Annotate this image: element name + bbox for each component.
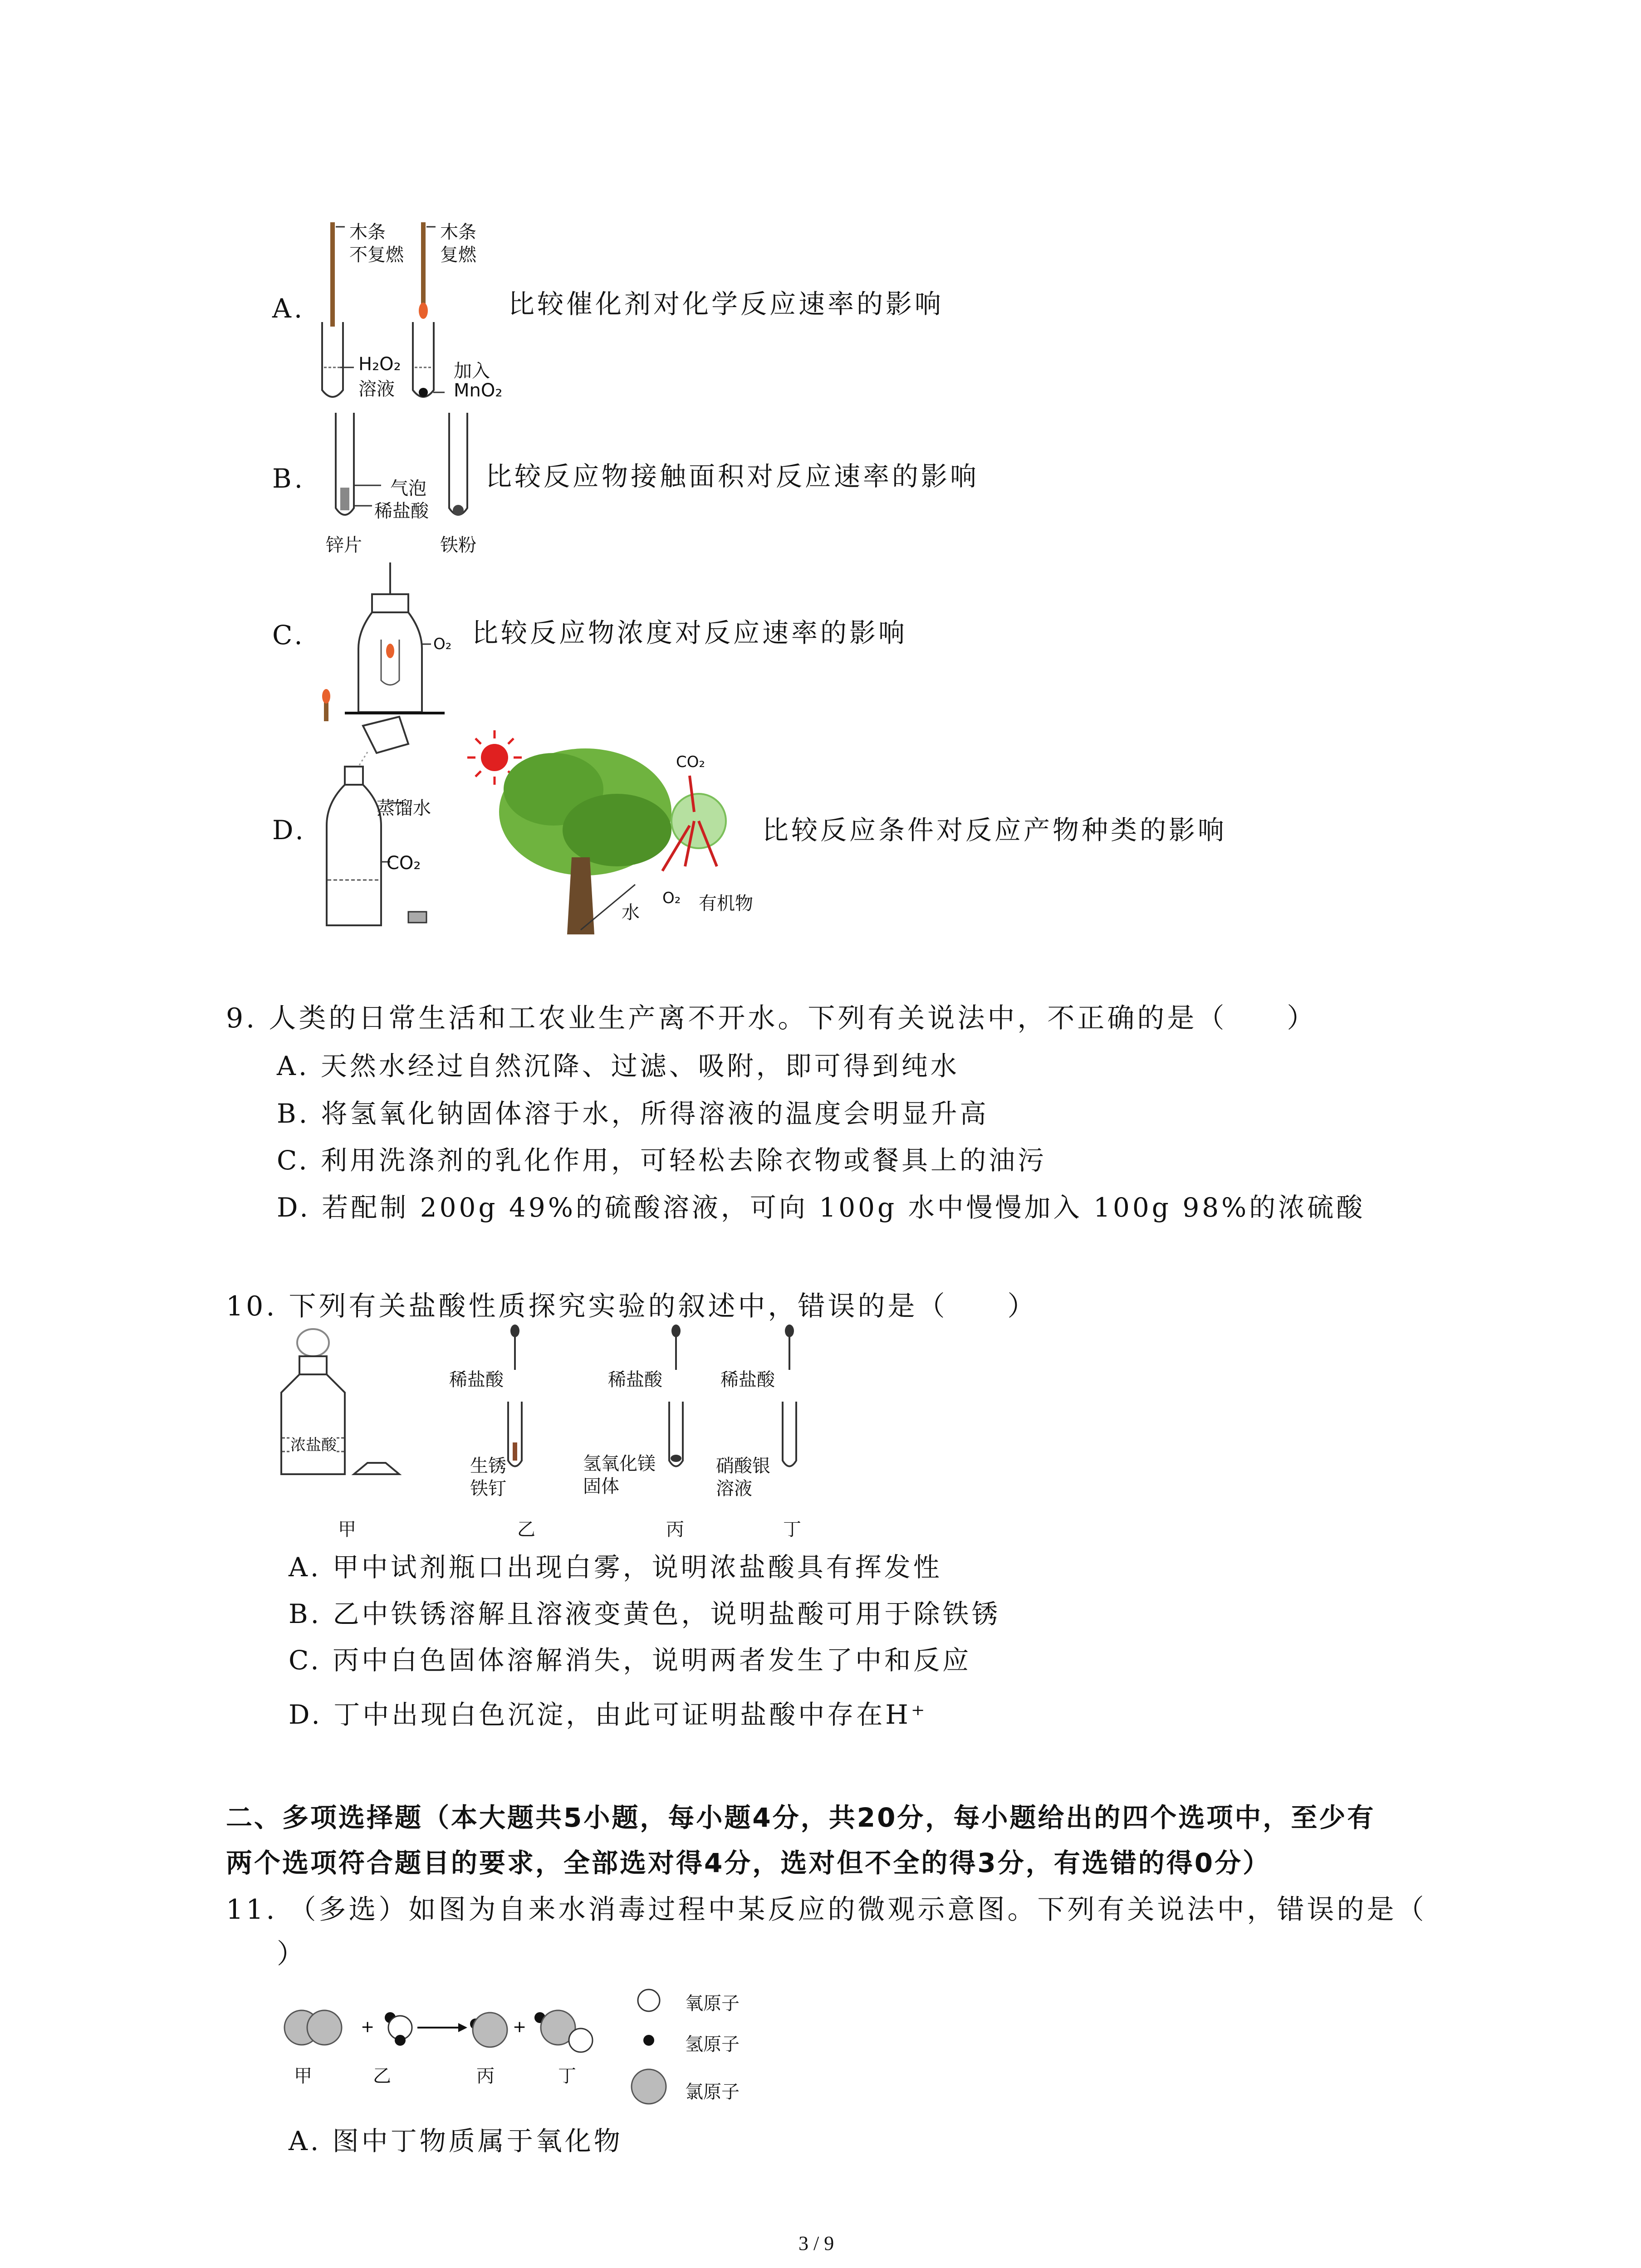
q10-tube2-line2: 固体: [583, 1476, 619, 1497]
page-number: 3 / 9: [798, 2232, 834, 2254]
figa-wood2-label: 木条: [440, 222, 476, 243]
q11-legend-hydrogen: 氢原子: [685, 2034, 740, 2055]
q11-stem-line1: 11. （多选）如图为自来水消毒过程中某反应的微观示意图。下列有关说法中，错误的是（: [226, 1894, 1427, 1926]
figd-co2-label: CO₂: [387, 853, 421, 874]
q8-option-a-text: 比较催化剂对化学反应速率的影响: [508, 288, 944, 319]
figd-distilled-water-label: 蒸馏水: [377, 798, 431, 819]
figa-h2o2-label: H₂O₂: [358, 354, 401, 375]
q10-option-d: D. 丁中出现白色沉淀，由此可证明盐酸中存在H⁺: [289, 1699, 928, 1730]
q10-option-b: B. 乙中铁锈溶解且溶液变黄色，说明盐酸可用于除铁锈: [289, 1598, 1001, 1629]
q10-bottle-label: 浓盐酸: [290, 1432, 337, 1455]
figd-tree-o2-label: O₂: [662, 889, 681, 907]
q9-option-a: A. 天然水经过自然沉降、过滤、吸附，即可得到纯水: [277, 1051, 960, 1081]
q11-label-bing: 丙: [476, 2066, 495, 2087]
figb-iron-label: 铁粉: [440, 535, 476, 556]
q10-dropper2-label: 稀盐酸: [608, 1369, 662, 1390]
q10-label-bing: 丙: [666, 1519, 684, 1540]
figd-tree-water-label: 水: [622, 902, 640, 923]
figa-solution-label: 溶液: [358, 379, 395, 400]
figa-wood1-label: 木条: [349, 222, 386, 243]
q8-option-c-letter: C.: [272, 620, 305, 650]
q10-tube1-line1: 生锈: [470, 1456, 506, 1476]
q10-option-c: C. 丙中白色固体溶解消失，说明两者发生了中和反应: [289, 1645, 972, 1676]
q9-option-d: D. 若配制 200g 49%的硫酸溶液，可向 100g 水中慢慢加入 100g 98%的浓硫酸: [277, 1192, 1366, 1223]
q10-label-jia: 甲: [338, 1519, 356, 1540]
q11-legend-oxygen: 氧原子: [685, 1993, 740, 2014]
q11-label-yi: 乙: [373, 2066, 391, 2087]
figb-zinc-label: 锌片: [326, 535, 362, 556]
q10-dropper3-label: 稀盐酸: [720, 1369, 775, 1390]
svg-text:+: +: [513, 2018, 527, 2036]
figure-q10-experiments: [277, 1325, 844, 1506]
q8-option-c-text: 比较反应物浓度对反应速率的影响: [472, 617, 908, 648]
figa-mno2-label: MnO₂: [454, 380, 503, 401]
figa-wood2-state: 复燃: [440, 244, 476, 265]
q9-option-c: C. 利用洗涤剂的乳化作用，可轻松去除衣物或餐具上的油污: [277, 1145, 1047, 1176]
q11-stem-line2: ）: [277, 1938, 307, 1970]
figb-bubble-label: 气泡: [390, 478, 426, 499]
q11-label-ding: 丁: [558, 2066, 576, 2087]
q9-stem: 9. 人类的日常生活和工农业生产离不开水。下列有关说法中，不正确的是（ ）: [226, 1002, 1317, 1034]
q11-legend-chlorine: 氯原子: [685, 2082, 740, 2102]
q8-option-a-letter: A.: [272, 293, 305, 324]
q10-label-ding: 丁: [783, 1519, 801, 1540]
q10-tube1-line2: 铁钉: [470, 1478, 506, 1499]
figure-d-bottle: [318, 717, 454, 934]
section2-heading-line2: 两个选项符合题目的要求，全部选对得4分，选对但不全的得3分，有选错的得0分）: [226, 1848, 1271, 1878]
figd-tree-co2-label: CO₂: [676, 753, 705, 771]
q11-option-a: A. 图中丁物质属于氧化物: [289, 2126, 623, 2156]
q8-option-b-letter: B.: [272, 463, 306, 494]
q10-option-a: A. 甲中试剂瓶口出现白雾，说明浓盐酸具有挥发性: [289, 1552, 942, 1583]
q10-dropper1-label: 稀盐酸: [449, 1369, 504, 1390]
figa-wood1-state: 不复燃: [349, 244, 404, 265]
figb-acid-label: 稀盐酸: [374, 501, 429, 522]
q8-option-d-letter: D.: [272, 815, 306, 846]
figa-add-label: 加入: [454, 361, 490, 381]
q10-label-yi: 乙: [517, 1519, 535, 1540]
q10-tube3-line1: 硝酸银: [716, 1456, 770, 1476]
figd-organic-label: 有机物: [699, 893, 753, 914]
q10-stem: 10. 下列有关盐酸性质探究实验的叙述中，错误的是（ ）: [226, 1290, 1038, 1322]
section2-heading-line1: 二、多项选择题（本大题共5小题，每小题4分，共20分，每小题给出的四个选项中，至少有: [226, 1802, 1376, 1833]
figc-o2-label: O₂: [433, 635, 452, 653]
q11-label-jia: 甲: [294, 2066, 312, 2087]
q9-option-b: B. 将氢氧化钠固体溶于水，所得溶液的温度会明显升高: [277, 1098, 989, 1129]
q10-tube2-line1: 氢氧化镁: [583, 1453, 656, 1474]
q8-option-d-text: 比较反应条件对反应产物种类的影响: [762, 815, 1227, 846]
q10-tube3-line2: 溶液: [716, 1478, 752, 1499]
q8-option-b-text: 比较反应物接触面积对反应速率的影响: [485, 461, 980, 492]
svg-text:+: +: [361, 2018, 375, 2036]
